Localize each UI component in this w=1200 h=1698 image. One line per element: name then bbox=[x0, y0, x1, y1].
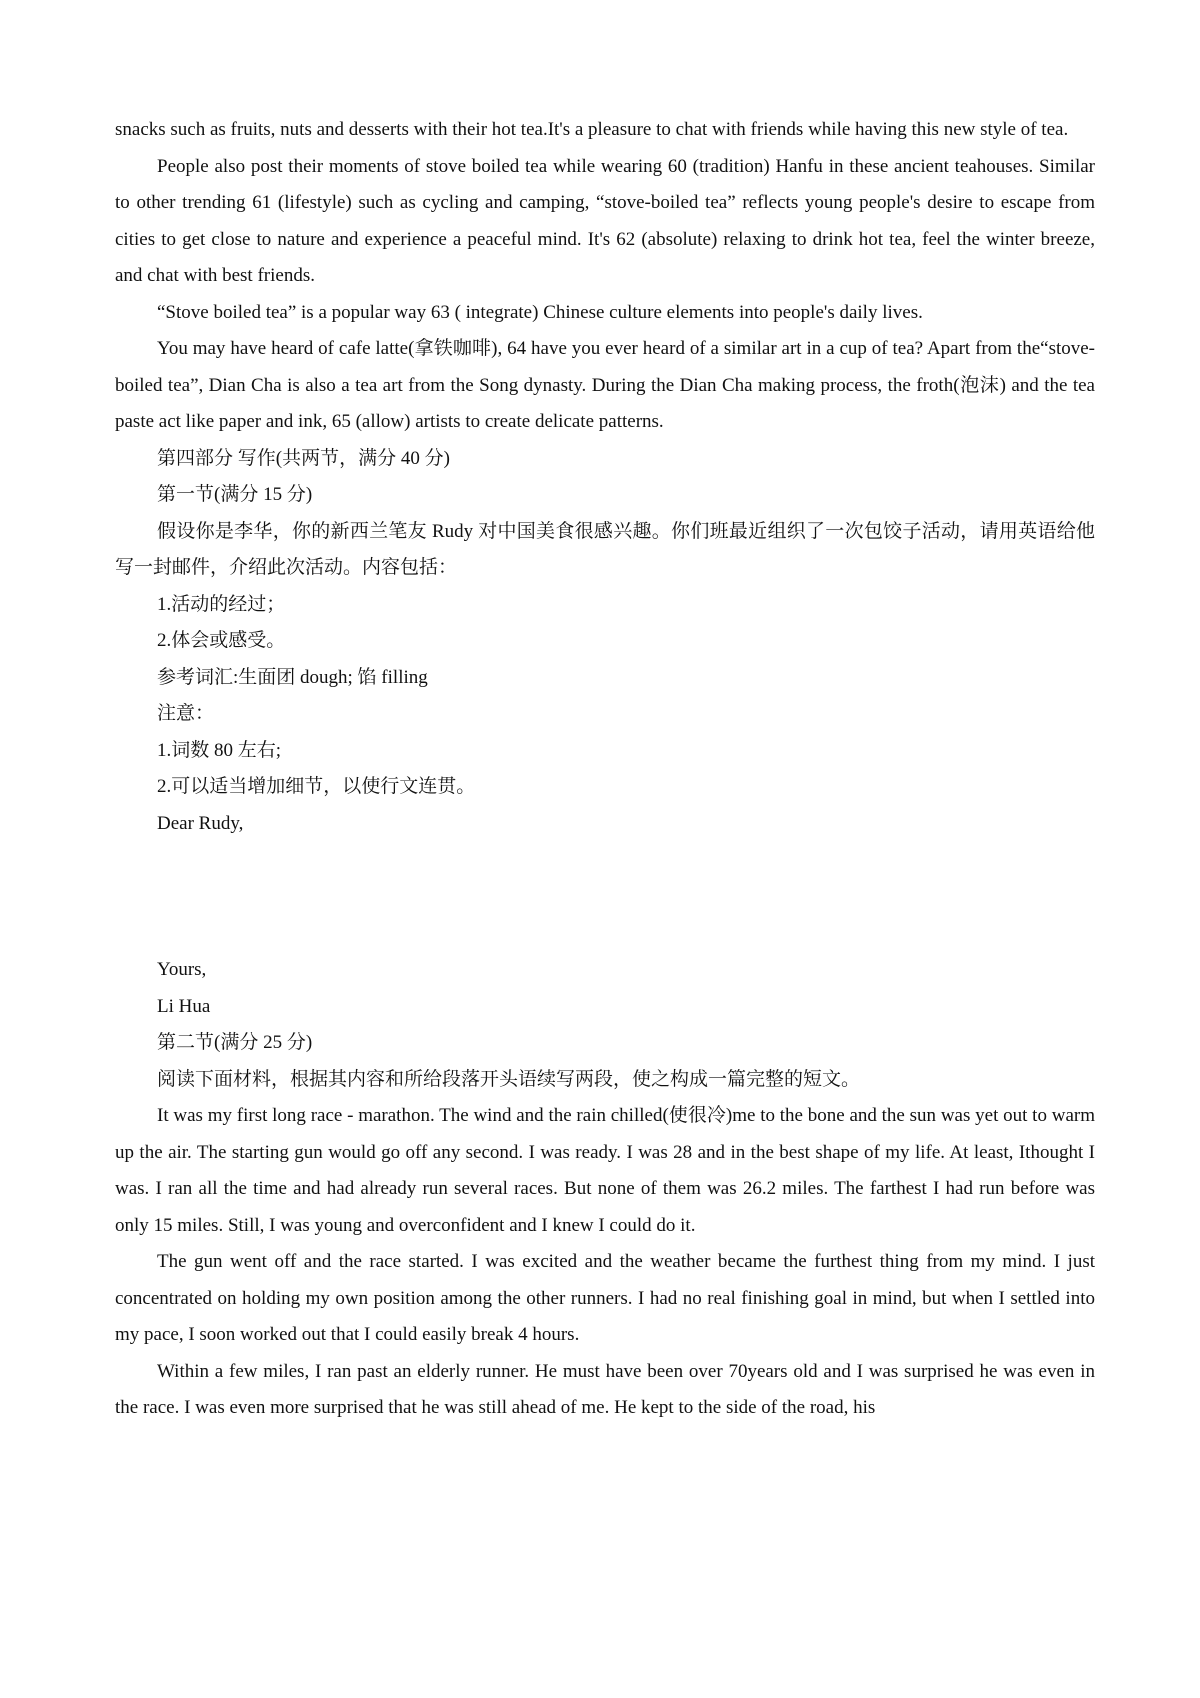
note-item-2: 2.可以适当增加细节，以使行文连贯。 bbox=[157, 776, 476, 797]
letter-closing: Yours, bbox=[157, 959, 207, 980]
letter-signature: Li Hua bbox=[157, 995, 211, 1017]
paragraph-cafe-latte: You may have heard of cafe latte(拿铁咖啡), 64 have you ever heard of a similar art in a cup of tea? Apart from the“stove-boiled tea”, Dian Cha is also a tea art from the Song dynasty. During the Dian Cha making process, the froth(泡沫) and the tea paste act like paper and ink, 65 (allow) artists to create delicate patterns. bbox=[115, 338, 1095, 432]
vocab-reference: 参考词汇:生面团 dough; 馅 filling bbox=[157, 666, 428, 688]
prompt-item-1: 1.活动的经过； bbox=[157, 593, 286, 615]
note-heading: 注意： bbox=[157, 703, 215, 724]
document-page bbox=[115, 112, 1095, 1427]
section-heading-sec1: 第一节(满分 15 分) bbox=[157, 484, 313, 505]
paragraph-people: People also post their moments of stove boiled tea while wearing 60 (tradition) Hanfu in these ancient teahouses. Similar to other trending 61 (lifestyle) such as cycling and camping, “stove-boiled tea” reflects young people's desire to escape from cities to get close to nature and experience a peaceful mind. It's 62 (absolute) relaxing to drink hot tea, feel the winter breeze, and chat with best friends. bbox=[115, 155, 1095, 286]
story-paragraph-3: Within a few miles, I ran past an elderly runner. He must have been over 70years old and I was surprised he was even in the race. I was even more surprised that he was still ahead of me. He kept to the side of the road, his bbox=[115, 1360, 1095, 1418]
note-item-1: 1.词数 80 左右; bbox=[157, 739, 282, 761]
section-heading-part4: 第四部分 写作(共两节，满分 40 分) bbox=[157, 447, 450, 469]
story-paragraph-1: It was my first long race - marathon. The wind and the rain chilled(使很冷)me to the bone and the sun was yet out to warm up the air. The starting gun would go off any second. I was ready. I was 28 and in the best shape of my life. At least, Ithought I was. I ran all the time and had already run several races. But none of them was 26.2 miles. The farthest I had run before was only 15 miles. Still, I was young and overconfident and I knew I could do it. bbox=[115, 1105, 1095, 1236]
paragraph-snacks: snacks such as fruits, nuts and desserts with their hot tea.It's a pleasure to chat with friends while having this new style of tea. bbox=[115, 119, 1069, 140]
paragraph-stove-boiled-tea: “Stove boiled tea” is a popular way 63 ( integrate) Chinese culture elements into people's daily lives. bbox=[157, 301, 923, 323]
letter-greeting: Dear Rudy, bbox=[157, 812, 244, 834]
prompt-item-2: 2.体会或感受。 bbox=[157, 630, 286, 651]
writing-prompt-1: 假设你是李华，你的新西兰笔友 Rudy 对中国美食很感兴趣。你们班最近组织了一次包饺子活动，请用英语给他写一封邮件，介绍此次活动。内容包括： bbox=[115, 520, 1095, 578]
writing-prompt-2: 阅读下面材料，根据其内容和所给段落开头语续写两段，使之构成一篇完整的短文。 bbox=[157, 1068, 861, 1090]
letter-writing-space bbox=[115, 842, 1095, 952]
story-paragraph-2: The gun went off and the race started. I was excited and the weather became the furthest thing from my mind. I just concentrated on holding my own position among the other runners. I had no real finishing goal in mind, but when I settled into my pace, I soon worked out that I could easily break 4 hours. bbox=[115, 1251, 1095, 1345]
section-heading-sec2: 第二节(满分 25 分) bbox=[157, 1032, 313, 1053]
